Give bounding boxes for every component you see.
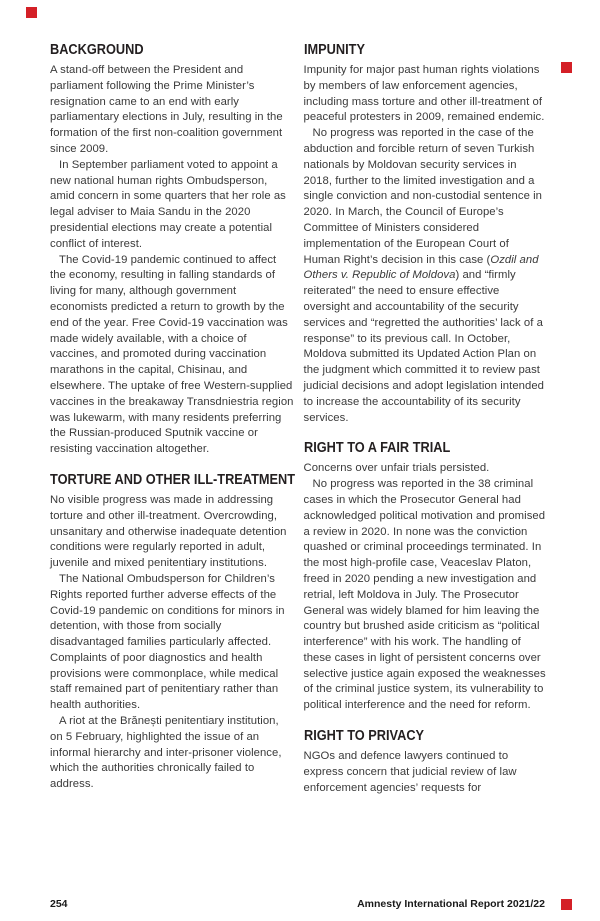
red-square-mark-right-bottom [561, 899, 572, 910]
section-heading: RIGHT TO A FAIR TRIAL [303, 440, 450, 457]
text-run: No visible progress was made in addressing torture and other ill-treatment. Overcrowding, unsanitary and otherwise inadequate detention conditions were regularly reported in adult, juvenile and mixed penitentiary institutions. [50, 493, 287, 570]
paragraph [304, 749, 548, 796]
report-title: Amnesty International Report 2021/22 [357, 898, 545, 910]
text-run: In September parliament voted to appoint a new national human rights Ombudsperson, amid concern in some quarters that her role as legal adviser to Maia Sandu in the 2020 presidential elections may create a potential conflict of interest. [50, 158, 286, 250]
paragraph [50, 253, 294, 458]
paragraph [304, 63, 548, 126]
section-heading: IMPUNITY [303, 42, 365, 58]
paragraph [50, 572, 294, 714]
paragraph [304, 477, 548, 714]
text-run: NGOs and defence lawyers continued to express concern that judicial review of law enforcement agencies’ requests for [303, 750, 517, 794]
paragraph [50, 158, 294, 253]
paragraph [304, 461, 548, 477]
paragraph [50, 493, 294, 572]
red-square-mark-top-left [26, 7, 37, 18]
text-run: A stand-off between the President and parliament following the Prime Minister’s resignation came to an end with early parliamentary elections in July, resulting in the formation of the first non-coalition government since 2009. [50, 64, 283, 155]
text-run: Impunity for major past human rights violations by members of law enforcement agencies, including mass torture and other ill-treatment of peaceful protesters in 2009, remained endemic. [303, 64, 545, 124]
right-column [304, 42, 548, 796]
text-run: The National Ombudsperson for Children’s Rights reported further adverse effects of the Covid-19 pandemic on conditions for minors in detention, with those from socially disadvantaged families particularly affected. Complaints of poor diagnostics and health provisions were commonplace, while medical staff remained part of penitentiary rather than health authorities. [50, 572, 285, 712]
text-run: No progress was reported in the case of the abduction and forcible return of seven Turkish nationals by Moldovan security services in 2018, further to the limited investigation and a single conviction and non-custodial sentence in 2020. In March, the Council of Europe’s Committee of Ministers considered implementation of the European Court of Human Right’s decision in this case ( [303, 127, 542, 266]
text-run: Concerns over unfair trials persisted. [303, 462, 490, 475]
text-run: ) and “firmly reiterated” the need to ensure effective oversight and accountability of the security services and “regretted the authorities’ lack of a response” to its previous call. In October, Moldova submitted its Updated Action Plan on the judgment which committed it to review past judicial decisions and adopt legislation intended to increase the accountability of its security services. [303, 269, 544, 424]
section-heading: TORTURE AND OTHER ILL-TREATMENT [50, 471, 296, 488]
left-column [50, 42, 294, 796]
paragraph [50, 63, 294, 158]
paragraph [304, 126, 548, 426]
paragraph [50, 714, 294, 793]
page-number: 254 [50, 898, 68, 910]
section-heading: BACKGROUND [50, 42, 144, 58]
case-name-italic: Ozdil and Others v. Republic of Moldova [303, 253, 539, 282]
red-square-mark-right-top [561, 62, 572, 73]
section-heading: RIGHT TO PRIVACY [303, 728, 424, 745]
text-run: No progress was reported in the 38 criminal cases in which the Prosecutor General had acknowledged political motivation and promised a review in 2020. In none was the conviction quashed or criminal proceedings terminated. In the most high-profile case, Veaceslav Platon, freed in 2020 pending a new investigation and retrial, left Moldova in July. The Prosecutor General was widely blamed for him leaving the country but brushed aside criticism as “political interference” with his work. The handling of these cases in light of persistent concerns over selective justice again exposed the weaknesses of the criminal justice system, its vulnerability to political interference and the need for reform. [303, 478, 546, 712]
page-footer [50, 898, 545, 910]
text-run: The Covid-19 pandemic continued to affect the economy, resulting in falling standards of living for many, although government economists predicted a return to growth by the end of the year. Free Covid-19 vaccination was made widely available, with a choice of vaccines, and promoted during vaccination marathons in the capital, Chisinau, and elsewhere. The uptake of free Western-supplied vaccines in the breakaway Transdniestria region was lukewarm, with many residents preferring the Russian-produced Sputnik vaccine or resisting vaccination altogether. [50, 253, 294, 456]
two-column-text-layout [50, 42, 547, 796]
text-run: A riot at the Brănești penitentiary institution, on 5 February, highlighted the issue of an informal hierarchy and inter-prisoner violence, which the authorities chronically failed to address. [50, 715, 282, 791]
